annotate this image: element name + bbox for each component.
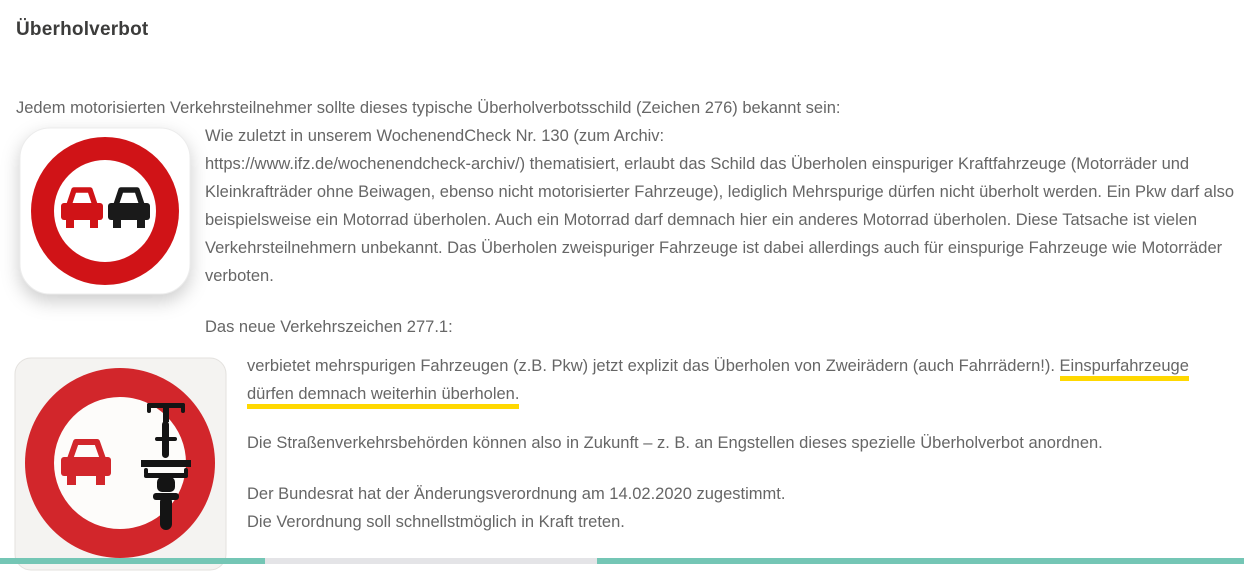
no-overtaking-two-wheelers-sign-277-icon (14, 357, 227, 571)
archive-link[interactable]: https://www.ifz.de/wochenendcheck-archiv/ (205, 155, 520, 173)
paragraph-277 (247, 352, 1209, 408)
sign-276 (18, 126, 192, 301)
section-276-text (205, 122, 1240, 341)
section-277-text (247, 352, 1209, 536)
paragraph-277-normal: verbietet mehrspurigen Fahrzeugen (z.B. Pkw) jetzt explizit das Überholen von Zweirädern (auch Fahrrädern!). (247, 357, 1060, 375)
paragraph-276-line1: Wie zuletzt in unserem WochenendCheck Nr. 130 (zum Archiv: (205, 127, 665, 145)
para-bundesrat: Der Bundesrat hat der Änderungsverordnung am 14.02.2020 zugestimmt. (247, 485, 786, 503)
footer-divider (0, 558, 1244, 564)
paragraph-276 (205, 122, 1240, 290)
highlighted-text: Einspurfahrzeuge dürfen demnach weiterhin überholen. (247, 357, 1189, 409)
paragraph-276-rest: ) thematisiert, erlaubt das Schild das Überholen einspuriger Kraftfahrzeuge (Motorräder und Kleinkrafträder ohne Beiwagen, ebenso nicht motorisierter Fahrzeuge), lediglich Mehrspurige dürfen nicht überholt werden. Ein Pkw darf also beispielsweise ein Motorrad überholen. Auch ein Motorrad darf demnach hier ein anderes Motorrad überholen. Diese Tatsache ist vielen Verkehrsteilnehmern unbekannt. Das Überholen zweispuriger Fahrzeuge ist dabei allerdings auch für einspurige Fahrzeuge wie Motorräder verboten. (205, 155, 1235, 285)
intro-text: Jedem motorisierten Verkehrsteilnehmer sollte dieses typische Überholverbotsschild (Zeichen 276) bekannt sein: (16, 98, 841, 117)
divider-bar-glyph (141, 460, 191, 467)
footer-divider-gray-segment (265, 558, 597, 564)
no-overtaking-sign-276-icon (18, 126, 192, 296)
sign-277 (14, 357, 227, 576)
page-title: Überholverbot (16, 18, 149, 40)
subheading-277: Das neue Verkehrszeichen 277.1: (205, 318, 453, 336)
para-authorities: Die Straßenverkehrsbehörden können also in Zukunft – z. B. an Engstellen dieses spezielle Überholverbot anordnen. (247, 434, 1103, 452)
para-verordnung: Die Verordnung soll schnellstmöglich in Kraft treten. (247, 513, 625, 531)
